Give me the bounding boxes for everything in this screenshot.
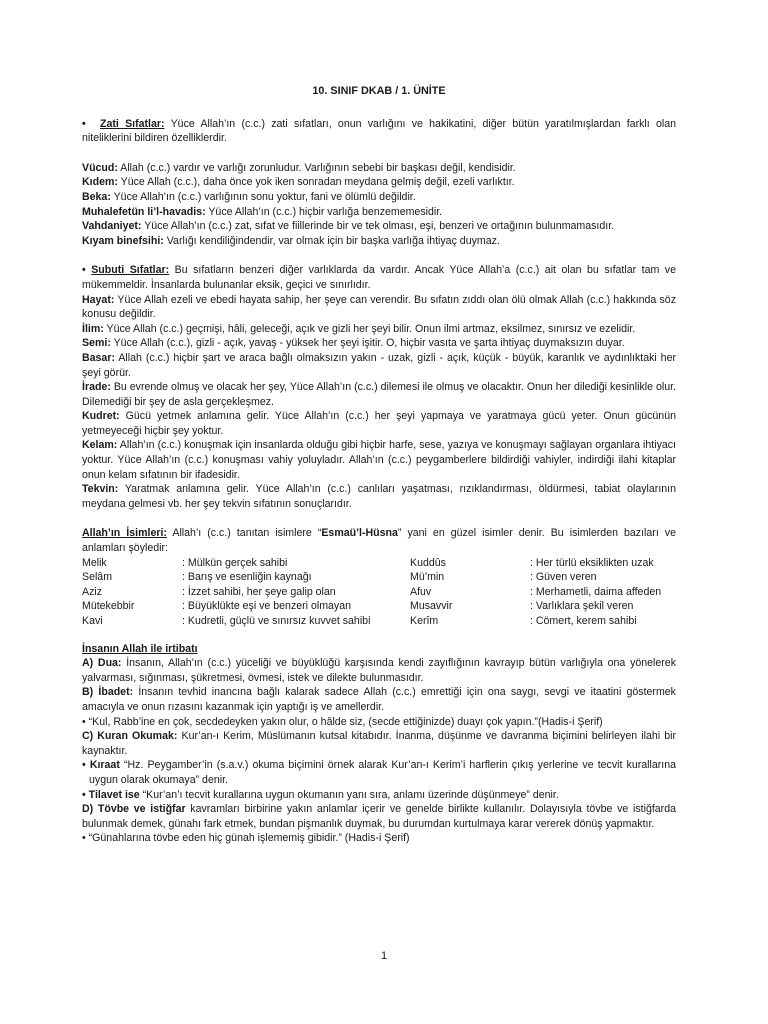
subuti-item-irade <box>82 380 676 409</box>
subuti-item-basar <box>82 351 676 380</box>
subuti-text: Bu evrende olmuş ve olacak her şey, Yüce Allah’ın (c.c.) dilemesi ile olmuş ve olacaktır. Onun her dilediği kesinlikle olur. Dilemediği bir şey de asla gerçekleşmez. <box>82 381 676 408</box>
subuti-intro-text: Bu sıfatların benzeri diğer varlıklarda da vardır. Ancak Yüce Allah’a (c.c.) ait olan bu sıfatlar tam ve mükemmeldir. İnsanlarda bulunanlar eksik, geçici ve sınırlıdır. <box>82 264 676 291</box>
zati-item-beka <box>82 190 676 205</box>
zati-heading: Zati Sıfatlar: <box>100 117 165 130</box>
table-row <box>82 599 676 614</box>
names-table <box>82 556 676 629</box>
zati-item-muhalefet <box>82 205 676 220</box>
subuti-term: Hayat: <box>82 293 115 306</box>
zati-item-vahdaniyet <box>82 219 676 234</box>
name-cell: Mütekebbir <box>82 600 135 613</box>
kiraat-term: Kıraat <box>85 759 120 772</box>
meaning-cell: : Barış ve esenliğin kaynağı <box>182 571 312 584</box>
dua-text: İnsanın, Allah’ın (c.c.) yüceliği ve büyüklüğü karşısında kendi zayıflığının kavrayıp bütün varlığıyla ona yönelerek yalvarması, sığınması, şükretmesi, övmesi, istek ve dilekte bulunmasıdır. <box>82 657 676 684</box>
kiraat-text: “Hz. Peygamber’in (s.a.v.) okuma biçimini örnek alarak Kur’an-ı Kerim’i harflerin çıkış yerlerine ve tecvit kurallarına uygun olarak okumaya” denir. <box>89 759 676 786</box>
zati-term: Muhalefetün li’l-havadis: <box>82 205 206 218</box>
meaning-cell: : Cömert, kerem sahibi <box>530 615 637 627</box>
subuti-term: İrade: <box>82 381 111 394</box>
zati-item-kidem <box>82 175 676 190</box>
dua-term: A) Dua: <box>82 657 122 670</box>
ibadet-text: İnsanın tevhid inancına bağlı kalarak sadece Allah (c.c.) emrettiği için ona saygı, sevgi ve itaatini göstermek amacıyla ve onun rızasını kazanmak için yaptığı iş ve amellerdir. <box>82 686 676 713</box>
subuti-text: Yüce Allah (c.c.) geçmişi, hâli, geleceği, açık ve gizli her şeyi bilir. Onun ilmi artmaz, eksilmez, sınırsız ve ezelidir. <box>103 322 636 335</box>
subuti-text: Allah (c.c.) hiçbir şart ve araca bağlı olmaksızın yakın - uzak, gizli - açık, küçük - büyük, karanlık ve aydınlıktaki her şeyi görür. <box>82 351 676 379</box>
subuti-intro <box>82 263 676 292</box>
ibadet-term: B) İbadet: <box>82 686 134 699</box>
table-row <box>82 614 676 629</box>
kuran-term: C) Kuran Okumak: <box>82 730 178 743</box>
zati-term: Vücud: <box>82 161 118 174</box>
tilavet-text: “Kur’an’ı tecvit kurallarına uygun okumanın yanı sıra, anlamı üzerinde düşünmeye” denir. <box>139 788 559 801</box>
table-row <box>82 556 676 571</box>
kuran-text: Kur’an-ı Kerim, Müslümanın kutsal kitabıdır. İnanma, düşünme ve davranma biçimini belirleyen ilahi bir kaynaktır. <box>82 730 676 757</box>
irtibat-kiraat <box>82 758 676 787</box>
bullet-icon: • <box>82 759 86 772</box>
subuti-term: Tekvin: <box>82 483 119 496</box>
table-row <box>82 585 676 600</box>
name-cell: Afuv <box>410 585 432 598</box>
zati-term: Kıyam binefsihi: <box>82 234 164 247</box>
meaning-cell: : Mülkün gerçek sahibi <box>182 556 288 569</box>
zati-text: Yüce Allah’ın (c.c.) zat, sıfat ve fiillerinde bir ve tek olması, eşi, benzeri ve ortağının bulunmamasıdır. <box>141 220 615 233</box>
subuti-item-kelam <box>82 438 676 482</box>
zati-intro <box>82 117 676 146</box>
zati-text: Yüce Allah (c.c.), daha önce yok iken sonradan meydana gelmiş değil, ezeli varlıktır. <box>117 176 515 189</box>
name-cell: Kerîm <box>410 615 439 627</box>
hadis-2: • “Günahlarına tövbe eden hiç günah işlememiş gibidir.” (Hadis-i Şerif) <box>82 832 410 845</box>
zati-text: Yüce Allah’ın (c.c.) varlığının sonu yoktur, fani ve ölümlü değildir. <box>110 190 416 203</box>
names-heading: Allah’ın İsimleri: <box>82 527 167 540</box>
tilavet-term: Tilavet ise <box>85 788 140 801</box>
subuti-item-kudret <box>82 409 676 438</box>
bullet-icon: • <box>82 264 86 277</box>
subuti-item-hayat <box>82 293 676 322</box>
irtibat-tilavet <box>82 788 676 803</box>
meaning-cell: : Merhametli, daima affeden <box>530 585 662 598</box>
zati-text: Varlığı kendiliğindendir, var olmak için bir başka varlığa ihtiyaç duymaz. <box>163 234 500 247</box>
names-intro <box>82 526 676 555</box>
irtibat-heading <box>82 642 676 657</box>
subuti-term: Kelam: <box>82 439 118 452</box>
meaning-cell: : Güven veren <box>530 571 597 584</box>
subuti-term: Semi: <box>82 337 111 350</box>
zati-term: Kıdem: <box>82 176 118 189</box>
bullet-icon: • <box>82 788 86 801</box>
names-intro-text: Allah’ı (c.c.) tanıtan isimlere “ <box>166 527 322 540</box>
subuti-term: İlim: <box>82 322 104 335</box>
subuti-text: Gücü yetmek anlamına gelir. Yüce Allah’ın (c.c.) her şeyi yapmaya ve yaratmaya gücü yeter. Onun gücünün yetmeyeceği hiçbir şey yoktur. <box>82 410 676 437</box>
tovbe-text: kavramları birbirine yakın anlamlar içerir ve genelde birlikte kullanılır. Dolayısıyla tövbe ve istiğfarda bulunmak demek, günahı fark etmek, bundan pişmanlık duymak, bu durumdan kurtulmaya karar vererek dönüş yapmaktır. <box>82 803 676 830</box>
meaning-cell: : Kudretli, güçlü ve sınırsız kuvvet sahibi <box>182 615 371 627</box>
name-cell: Selâm <box>82 571 113 584</box>
name-cell: Melik <box>82 556 107 569</box>
irtibat-kuran <box>82 729 676 758</box>
zati-term: Beka: <box>82 190 111 203</box>
subuti-item-ilim <box>82 322 676 337</box>
subuti-text: Yüce Allah ezeli ve ebedi hayata sahip, her şeye can verendir. Bu sıfatın zıddı olan ölü olmak Allah (c.c.) hakkında söz konusu değildir. <box>82 293 676 321</box>
zati-text: Yüce Allah’ın (c.c.) hiçbir varlığa benzememesidir. <box>205 205 443 218</box>
irtibat-dua <box>82 656 676 685</box>
meaning-cell: : Varlıklara şekil veren <box>530 600 634 613</box>
subuti-text: Allah’ın (c.c.) konuşmak için insanlarda olduğu gibi hiçbir harfe, sese, yazıya ve konuşmayı sağlayan organlara ihtiyacı yoktur. Yüce Allah’ın (c.c.) konuşması vahiy yoluyladır. Allah’ın (c.c.) peygamberlere bildirdiği vahiyler, indirdiği ilahi kitaplar onun kelam sıfatının bir ifadesidir. <box>82 439 676 481</box>
subuti-term: Basar: <box>82 351 115 364</box>
page-number: 1 <box>380 950 388 962</box>
zati-term: Vahdaniyet: <box>82 220 142 233</box>
name-cell: Mü’min <box>410 571 445 584</box>
table-row <box>82 570 676 585</box>
meaning-cell: : İzzet sahibi, her şeye galip olan <box>182 585 336 598</box>
subuti-list <box>82 293 676 512</box>
bullet-icon: • <box>82 117 86 130</box>
subuti-term: Kudret: <box>82 410 120 423</box>
subuti-text: Yüce Allah (c.c.), gizli - açık, yavaş - yüksek her şeyi işitir. O, hiçbir vasıta ve şarta ihtiyaç duymaksızın duyar. <box>110 337 625 350</box>
meaning-cell: : Her türlü eksiklikten uzak <box>530 556 654 569</box>
zati-intro-text: Yüce Allah’ın (c.c.) zati sıfatları, onun varlığını ve hakikatini, diğer bütün yaratılmışlardan farklı olan niteliklerini bildiren özelliklerdir. <box>82 117 676 145</box>
irtibat-ibadet <box>82 685 676 714</box>
zati-item-vucud <box>82 161 676 176</box>
name-cell: Kuddûs <box>410 556 446 569</box>
subuti-item-semi <box>82 336 676 351</box>
names-intro-text: ” yani en güzel isimler denir. Bu isimlerden bazıları ve anlamları şöyledir: <box>82 527 676 555</box>
meaning-cell: : Büyüklükte eşi ve benzeri olmayan <box>182 600 351 613</box>
name-cell: Kavi <box>82 615 103 627</box>
page-title: 10. SINIF DKAB / 1. ÜNİTE <box>312 85 446 97</box>
tovbe-term: D) Tövbe ve istiğfar <box>82 803 186 816</box>
zati-text: Allah (c.c.) vardır ve varlığı zorunludur. Varlığının sebebi bir başkası değil, kendisidir. <box>117 161 516 174</box>
hadis-1: • “Kul, Rabb’ine en çok, secdedeyken yakın olur, o hâlde siz, (secde ettiğinizde) duayı çok yapın.”(Hadis-i Şerif) <box>82 715 603 728</box>
zati-list <box>82 161 676 249</box>
irtibat-heading-text: İnsanın Allah ile irtibatı <box>82 642 198 655</box>
name-cell: Aziz <box>82 585 103 598</box>
zati-item-kiyam <box>82 234 676 249</box>
irtibat-tovbe <box>82 802 676 831</box>
subuti-heading: Subuti Sıfatlar: <box>91 264 170 277</box>
subuti-item-tekvin <box>82 482 676 511</box>
document-page <box>82 84 676 846</box>
name-cell: Musavvir <box>410 600 453 613</box>
subuti-text: Yaratmak anlamına gelir. Yüce Allah’ın (c.c.) canlıları yaşatması, rızıklandırması, öldürmesi, tabiat olaylarının meydana gelmesi vb. her şey tekvin sıfatının sonuçlarıdır. <box>82 483 676 510</box>
names-intro-bold: Esmaü’l-Hüsna <box>321 527 398 540</box>
